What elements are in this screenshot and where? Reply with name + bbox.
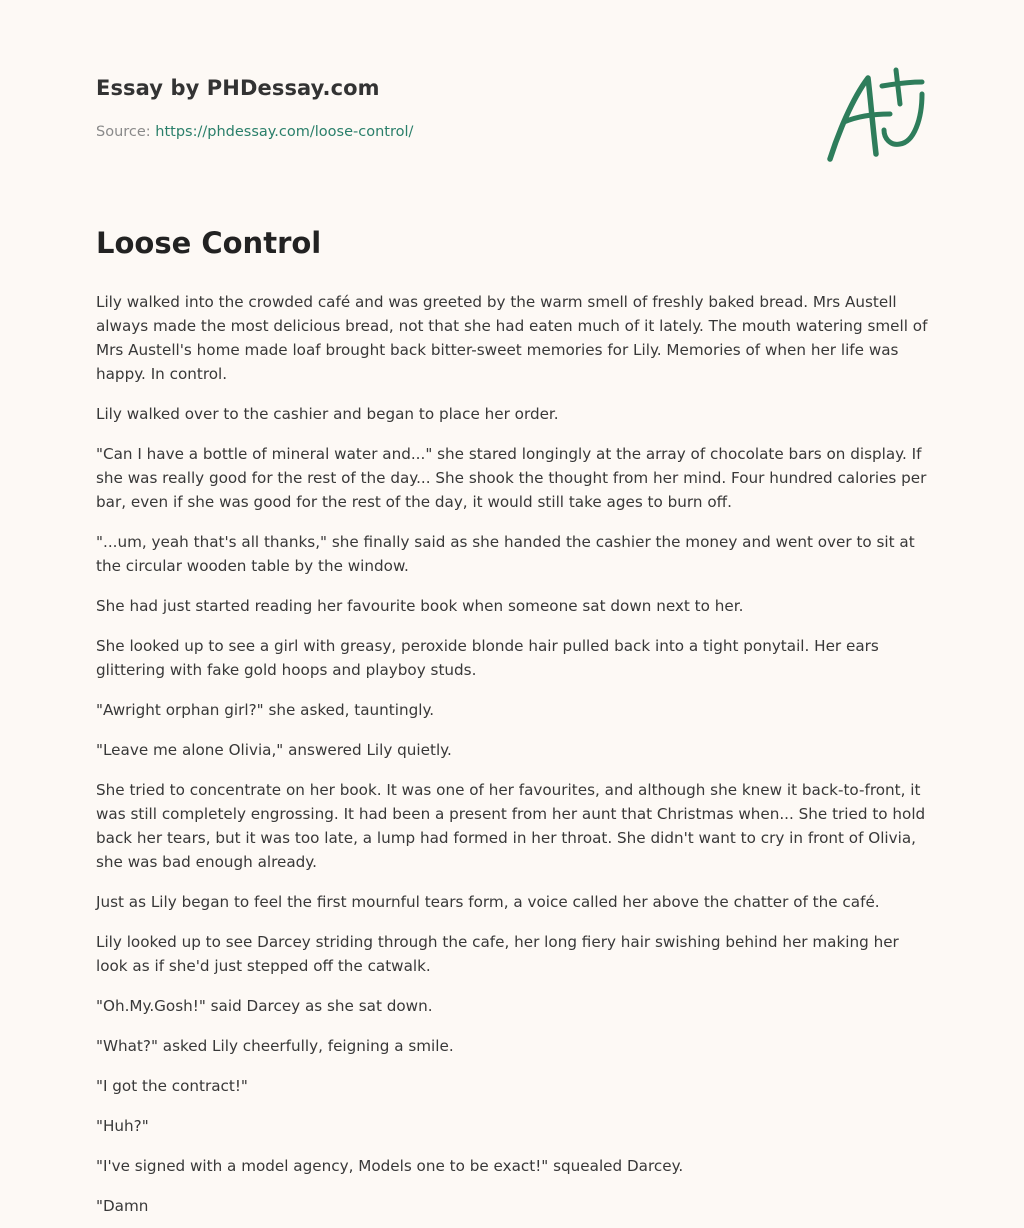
essay-paragraph: "Awright orphan girl?" she asked, tauntingly. bbox=[96, 701, 435, 719]
essay-paragraph: "Oh.My.Gosh!" said Darcey as she sat down. bbox=[96, 997, 433, 1015]
essay-paragraph: Lily walked over to the cashier and began to place her order. bbox=[96, 405, 559, 423]
source-link[interactable]: https://phdessay.com/loose-control/ bbox=[155, 124, 414, 140]
source-line bbox=[96, 124, 413, 140]
essay-paragraph: Lily walked into the crowded café and was greeted by the warm smell of freshly baked bread. Mrs Austell always made the most delicious bread, not that she had eaten much of it lately. The mouth watering smell of Mrs Austell's home made loaf brought back bitter-sweet memories for Lily. Memories of when her life was happy. In control. bbox=[96, 293, 928, 383]
essay-paragraph: She looked up to see a girl with greasy, peroxide blonde hair pulled back into a tight ponytail. Her ears glittering with fake gold hoops and playboy studs. bbox=[96, 637, 879, 679]
essay-paragraph: "I got the contract!" bbox=[96, 1077, 248, 1095]
essay-paragraph: Just as Lily began to feel the first mournful tears form, a voice called her above the chatter of the café. bbox=[96, 893, 880, 911]
source-label: Source: bbox=[96, 124, 156, 140]
essay-paragraph: "Huh?" bbox=[96, 1117, 149, 1135]
essay-paragraph: Lily looked up to see Darcey striding through the cafe, her long fiery hair swishing behind her making her look as if she'd just stepped off the catwalk. bbox=[96, 933, 899, 975]
essay-body bbox=[96, 290, 928, 1218]
a-plus-logo-icon bbox=[824, 64, 928, 168]
essay-paragraph: "...um, yeah that's all thanks," she finally said as she handed the cashier the money and went over to sit at the circular wooden table by the window. bbox=[96, 533, 915, 575]
page-header bbox=[96, 0, 928, 190]
essay-paragraph: "I've signed with a model agency, Models one to be exact!" squealed Darcey. bbox=[96, 1157, 684, 1175]
essay-paragraph: "Can I have a bottle of mineral water and..." she stared longingly at the array of chocolate bars on display. If she was really good for the rest of the day... She shook the thought from her mind. Four hundred calories per bar, even if she was good for the rest of the day, it would still take ages to burn off. bbox=[96, 445, 927, 511]
essay-paragraph: She tried to concentrate on her book. It was one of her favourites, and although she knew it back-to-front, it was still completely engrossing. It had been a present from her aunt that Christmas when... She tried to hold back her tears, but it was too late, a lump had formed in her throat. She didn't want to cry in front of Olivia, she was bad enough already. bbox=[96, 781, 926, 871]
essay-paragraph: She had just started reading her favourite book when someone sat down next to her. bbox=[96, 597, 744, 615]
essay-paragraph: "Leave me alone Olivia," answered Lily quietly. bbox=[96, 741, 452, 759]
essay-title: Loose Control bbox=[96, 226, 322, 260]
essay-paragraph: "Damn bbox=[96, 1197, 149, 1215]
essay-paragraph: "What?" asked Lily cheerfully, feigning a smile. bbox=[96, 1037, 454, 1055]
site-title: Essay by PHDessay.com bbox=[96, 76, 380, 100]
